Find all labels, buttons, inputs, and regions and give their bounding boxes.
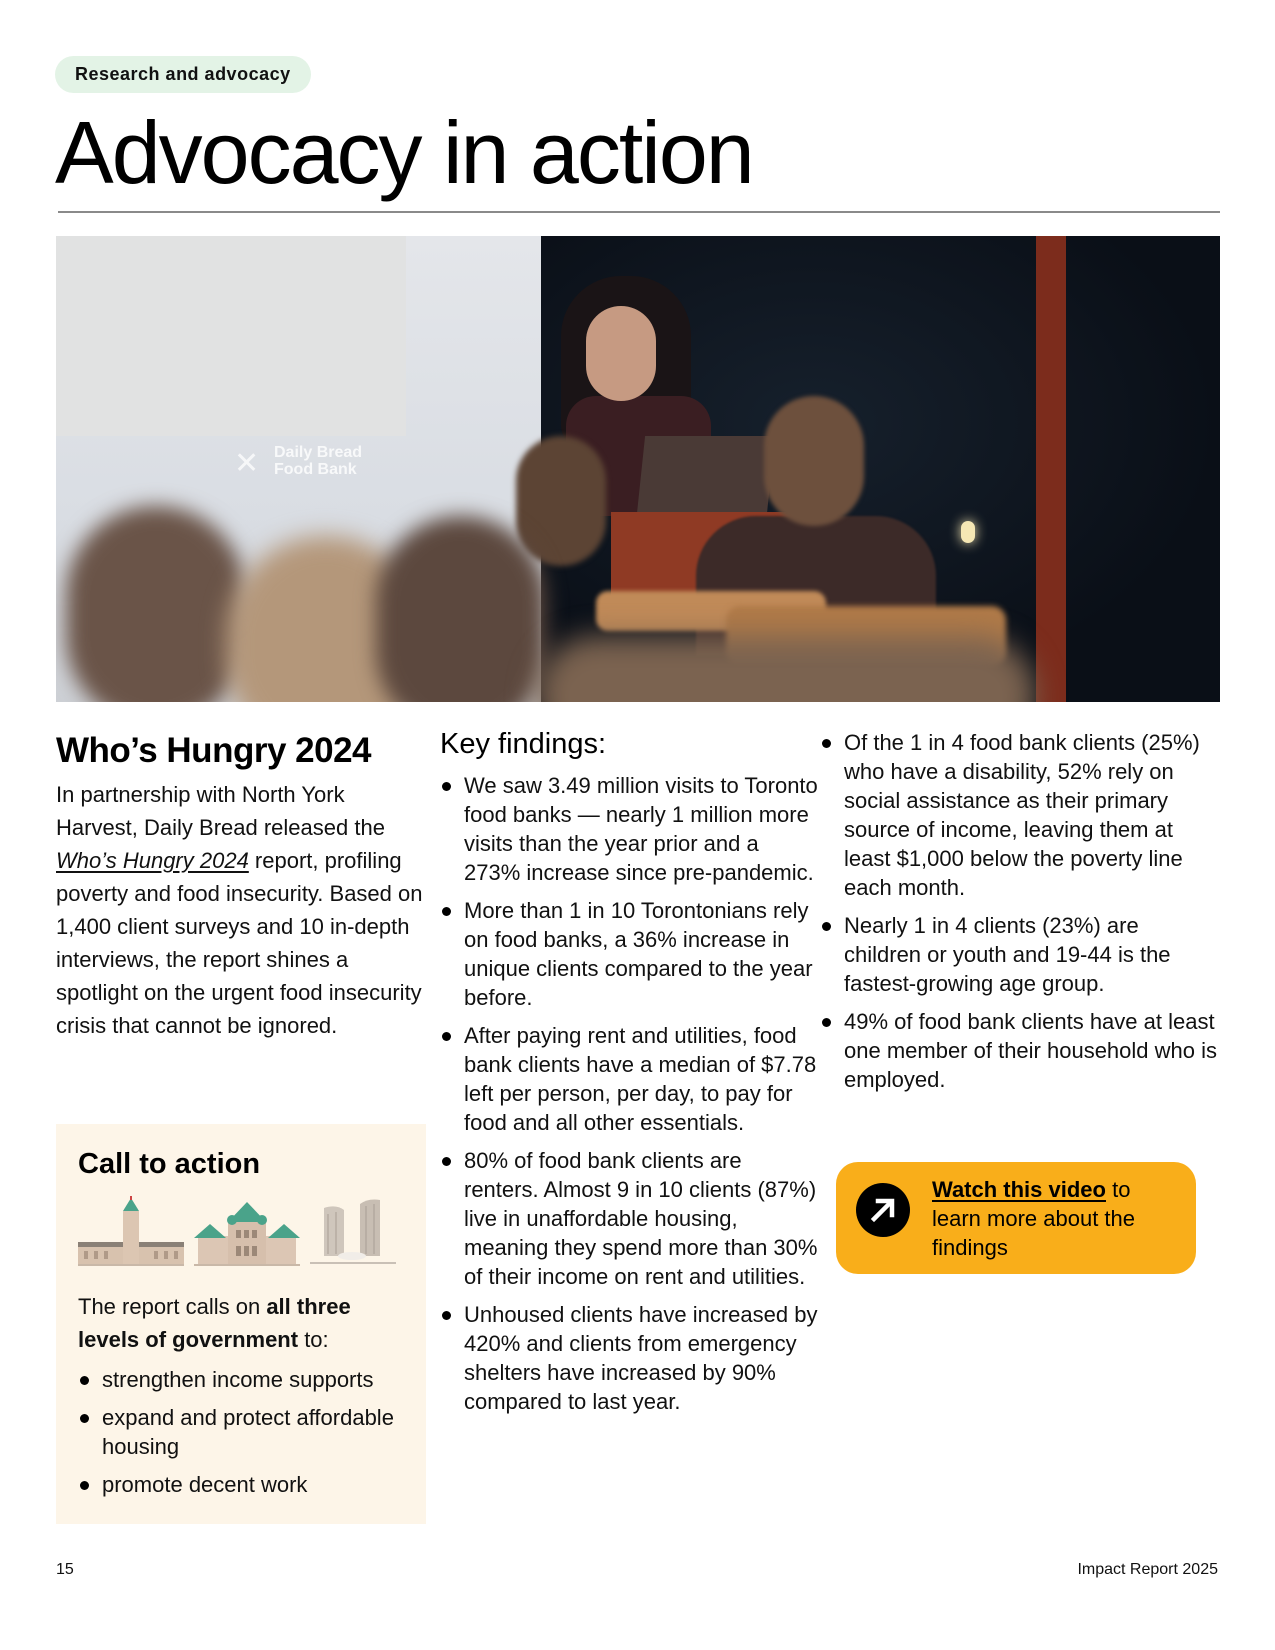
list-item: expand and protect affordable housing	[78, 1403, 404, 1461]
report-link[interactable]: Who’s Hungry 2024	[56, 848, 249, 873]
cta-list	[78, 1365, 404, 1499]
projector-screen	[56, 236, 406, 436]
key-findings-list	[440, 771, 820, 1416]
video-callout[interactable]	[836, 1162, 1196, 1274]
title-divider	[58, 211, 1220, 213]
page-title: Advocacy in action	[55, 103, 753, 202]
federal-parliament-icon	[78, 1196, 184, 1266]
section-tag: Research and advocacy	[55, 56, 311, 93]
list-item: Unhoused clients have increased by 420% and clients from emergency shelters have increased by 90% compared to last year.	[440, 1300, 820, 1416]
list-item: strengthen income supports	[78, 1365, 404, 1394]
watch-video-link[interactable]: Watch this video	[932, 1177, 1106, 1202]
cta-heading: Call to action	[78, 1148, 261, 1180]
report-name: Impact Report 2025	[1077, 1561, 1218, 1578]
call-to-action-box	[56, 1124, 426, 1524]
page-number: 15	[56, 1561, 74, 1578]
list-item: Of the 1 in 4 food bank clients (25%) who have a disability, 52% rely on social assistance as their primary source of income, leaving them at least $1,000 below the poverty line each month.	[820, 728, 1220, 902]
video-callout-text: Watch this video to learn more about the findings	[932, 1177, 1136, 1260]
key-findings-column	[440, 726, 820, 1416]
intro-heading: Who’s Hungry 2024	[56, 731, 371, 770]
intro-column	[56, 730, 426, 1042]
provincial-legislature-icon	[194, 1196, 300, 1266]
city-hall-icon	[310, 1196, 396, 1266]
key-findings-continued	[820, 726, 1220, 1094]
arrow-up-right-icon[interactable]	[856, 1183, 910, 1237]
list-item: After paying rent and utilities, food bank clients have a median of $7.78 left per person, per day, to pay for food and all other essentials.	[440, 1021, 820, 1137]
key-findings-list-continued	[820, 728, 1220, 1094]
hero-photo	[56, 236, 1220, 702]
daily-bread-logo-icon: ✕	[234, 447, 260, 480]
list-item: We saw 3.49 million visits to Toronto food banks — nearly 1 million more visits than the year prior and a 273% increase since pre-pandemic.	[440, 771, 820, 887]
list-item: 49% of food bank clients have at least one member of their household who is employed.	[820, 1007, 1220, 1094]
key-findings-heading: Key findings:	[440, 728, 607, 760]
government-buildings	[78, 1196, 404, 1266]
cta-lead: The report calls on all three levels of government to:	[78, 1294, 351, 1352]
list-item: Nearly 1 in 4 clients (23%) are children or youth and 19-44 is the fastest-growing age group.	[820, 911, 1220, 998]
projected-logo-text: Daily Bread Food Bank	[274, 444, 363, 478]
list-item: 80% of food bank clients are renters. Almost 9 in 10 clients (87%) live in unaffordable housing, meaning they spend more than 30% of their income on rent and utilities.	[440, 1146, 820, 1291]
list-item: More than 1 in 10 Torontonians rely on food banks, a 36% increase in unique clients compared to the year before.	[440, 896, 820, 1012]
intro-paragraph: In partnership with North York Harvest, Daily Bread released the Who’s Hungry 2024 report, profiling poverty and food insecurity. Based on 1,400 client surveys and 10 in-depth interviews, the report shines a spotlight on the urgent food insecurity crisis that cannot be ignored.	[56, 782, 423, 1038]
list-item: promote decent work	[78, 1470, 404, 1499]
